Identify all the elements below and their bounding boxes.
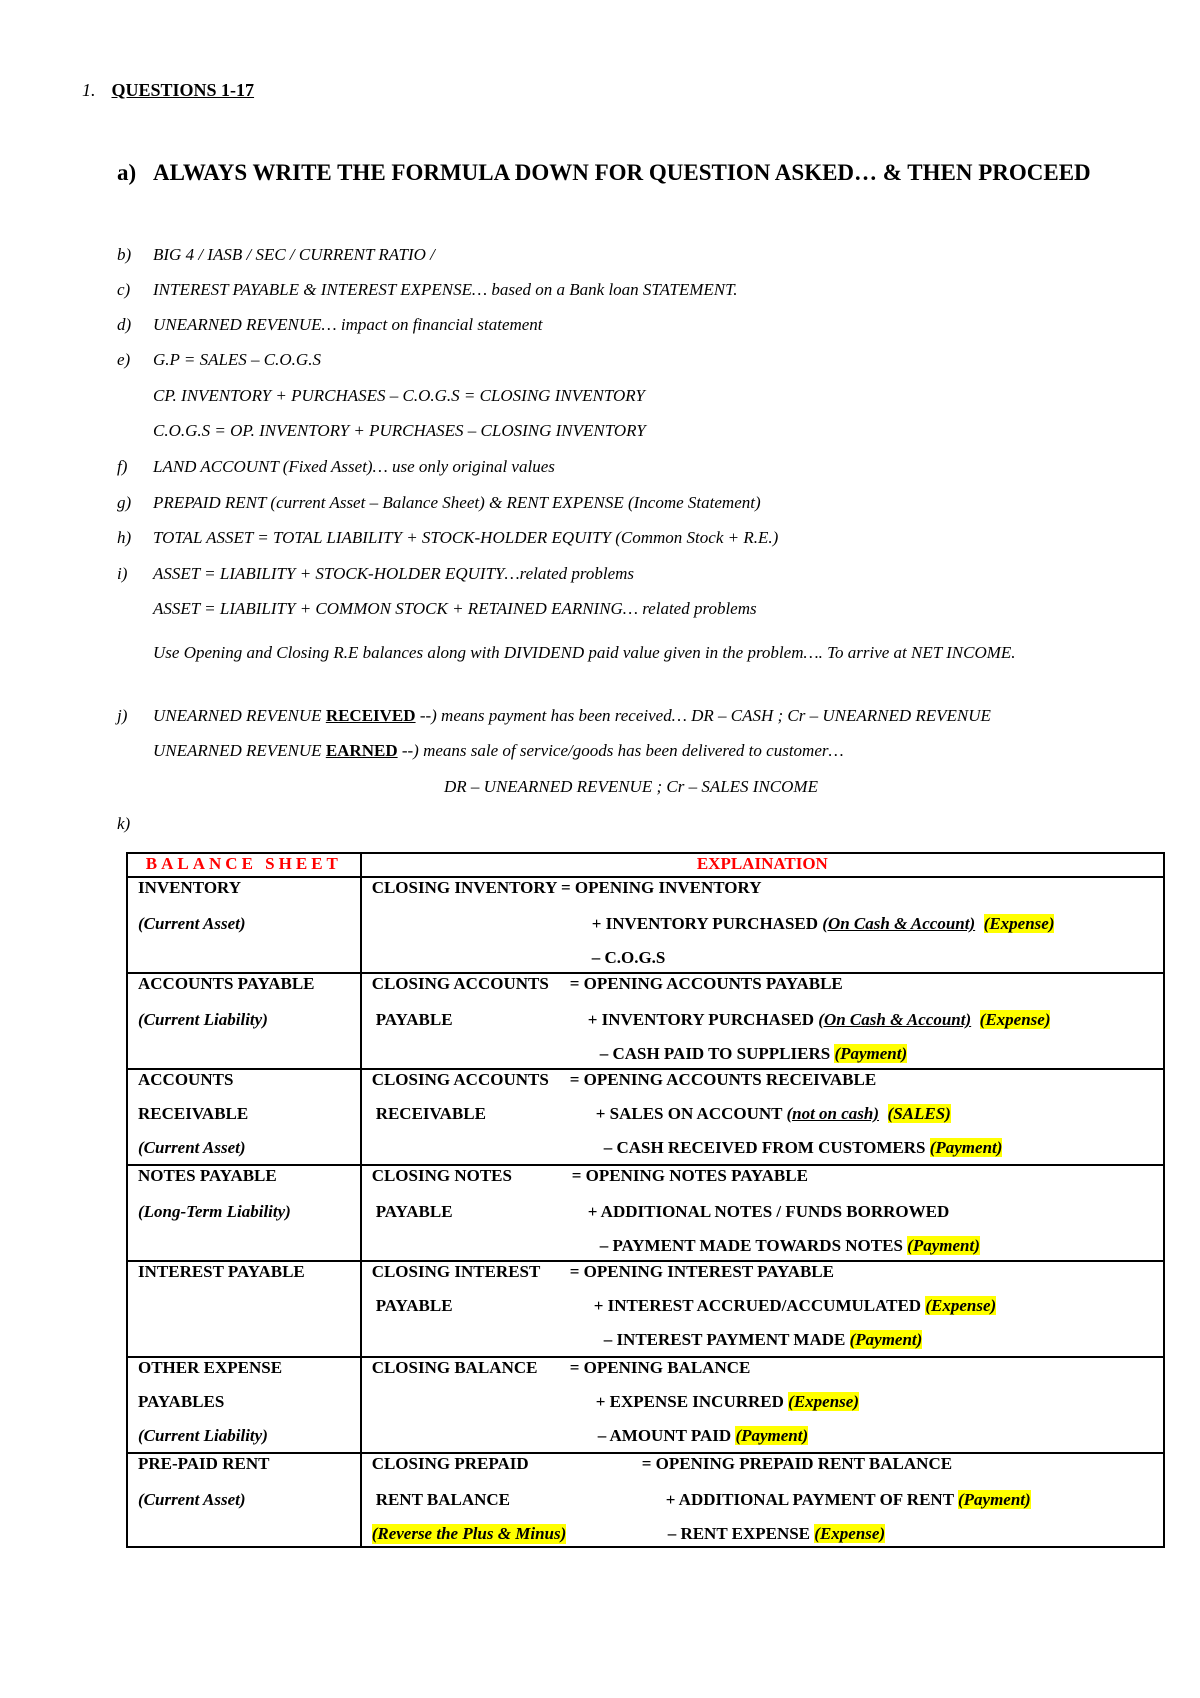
formula-text: – CASH RECEIVED FROM CUSTOMERS: [603, 1138, 930, 1157]
item-e-line3: C.O.G.S = OP. INVENTORY + PURCHASES – CLOSING INVENTORY: [153, 421, 646, 440]
item-marker: e): [117, 350, 131, 369]
formula-eq: = OPENING BALANCE: [569, 1358, 751, 1377]
formula-line: CLOSING INVENTORY = OPENING INVENTORY: [371, 878, 762, 897]
item-h: [117, 528, 779, 548]
formula-minus: – C.O.G.S: [591, 948, 666, 967]
formula-left: RECEIVABLE: [375, 1104, 486, 1123]
account-type: (Current Asset): [138, 914, 246, 933]
formula-left: CLOSING BALANCE: [371, 1358, 538, 1377]
tag-payment: (Payment): [849, 1330, 923, 1349]
item-marker: h): [117, 528, 132, 547]
item-text: PREPAID RENT (current Asset – Balance Sheet) & RENT EXPENSE (Income Statement): [153, 493, 761, 512]
header-explaination: EXPLAINATION: [361, 853, 1164, 877]
heading-text: QUESTIONS 1-17: [111, 80, 255, 100]
tag-payment: (Payment): [907, 1236, 980, 1255]
item-text: G.P = SALES – C.O.G.S: [153, 350, 321, 369]
formula-text: + EXPENSE INCURRED: [595, 1392, 789, 1411]
tag-expense: (Expense): [814, 1524, 886, 1543]
heading-number: 1.: [82, 80, 96, 100]
tag-payment: (Payment): [834, 1044, 908, 1063]
formula-left: PAYABLE: [375, 1202, 453, 1221]
row-label-cell: [127, 973, 361, 1069]
item-text: LAND ACCOUNT (Fixed Asset)… use only original values: [153, 457, 555, 476]
item-c: [117, 280, 738, 300]
item-marker: g): [117, 493, 132, 512]
row-label-cell: [127, 1357, 361, 1453]
row-label-cell: [127, 1261, 361, 1357]
row-label-cell: [127, 1069, 361, 1165]
formula-text: + SALES ON ACCOUNT: [595, 1104, 787, 1123]
point-a-text: ALWAYS WRITE THE FORMULA DOWN FOR QUESTION ASKED… & THEN PROCEED: [153, 160, 1091, 185]
table-row: [127, 877, 1164, 973]
item-j: [117, 706, 991, 726]
section-heading: [82, 80, 254, 101]
account-type: (Current Asset): [138, 1138, 246, 1157]
formula-minus: [668, 1524, 885, 1544]
tag-payment: (Payment): [957, 1490, 1031, 1509]
formula-left: PAYABLE: [375, 1296, 453, 1315]
item-b: [117, 245, 435, 265]
formula-left: CLOSING PREPAID: [371, 1454, 529, 1473]
formula-plus: [596, 1392, 859, 1412]
item-text: INTEREST PAYABLE & INTEREST EXPENSE… based on a Bank loan STATEMENT.: [153, 280, 738, 299]
formula-left: CLOSING ACCOUNTS: [371, 1070, 549, 1089]
item-i-paragraph: Use Opening and Closing R.E balances along with DIVIDEND paid value given in the problem…. To arrive at NET INCOME.: [153, 643, 1016, 662]
formula-note: (On Cash & Account): [822, 914, 976, 933]
formula-minus: [600, 1044, 907, 1064]
formula-minus: [600, 1236, 980, 1256]
account-name: ACCOUNTS PAYABLE: [138, 974, 315, 993]
row-explanation-cell: [361, 1357, 1164, 1453]
tag-expense: (Expense): [983, 914, 1055, 933]
account-name: OTHER EXPENSE: [138, 1358, 283, 1377]
item-d: [117, 315, 543, 335]
table-row: [127, 1357, 1164, 1453]
account-name: NOTES PAYABLE: [138, 1166, 277, 1185]
formula-note: (not on cash): [786, 1104, 880, 1123]
row-label-cell: [127, 877, 361, 973]
item-j-line2: [153, 741, 844, 761]
formula-text: + INVENTORY PURCHASED: [587, 1010, 819, 1029]
item-i-line2: ASSET = LIABILITY + COMMON STOCK + RETAINED EARNING… related problems: [153, 599, 757, 618]
item-text: --) means sale of service/goods has been delivered to customer…: [397, 741, 844, 760]
item-i: [117, 564, 635, 584]
header-balance-sheet: BALANCE SHEET: [127, 853, 361, 877]
account-type: (Current Liability): [138, 1426, 268, 1445]
account-name: INVENTORY: [138, 878, 241, 897]
tag-payment: (Payment): [929, 1138, 1003, 1157]
formula-text: + INVENTORY PURCHASED: [591, 914, 823, 933]
formula-note: (On Cash & Account): [818, 1010, 972, 1029]
item-e: [117, 350, 321, 370]
formula-text: – AMOUNT PAID: [597, 1426, 736, 1445]
tag-sales: (SALES): [887, 1104, 951, 1123]
item-marker: j): [117, 706, 128, 725]
formula-eq: = OPENING NOTES PAYABLE: [571, 1166, 808, 1185]
formula-minus: [598, 1426, 808, 1446]
tag-payment: (Payment): [735, 1426, 809, 1445]
row-label-cell: [127, 1453, 361, 1547]
account-type: (Long-Term Liability): [138, 1202, 291, 1221]
formula-left: CLOSING INTEREST: [371, 1262, 541, 1281]
reverse-note: (Reverse the Plus & Minus): [371, 1524, 567, 1543]
table-row: [127, 1261, 1164, 1357]
formula-plus: + ADDITIONAL NOTES / FUNDS BORROWED: [587, 1202, 950, 1221]
formula-text: + ADDITIONAL PAYMENT OF RENT: [665, 1490, 958, 1509]
formula-left: CLOSING NOTES: [371, 1166, 512, 1185]
item-j-line3: DR – UNEARNED REVENUE ; Cr – SALES INCOME: [444, 777, 818, 796]
tag-expense: (Expense): [979, 1010, 1051, 1029]
formula-plus: [666, 1490, 1031, 1510]
table-row: [127, 1453, 1164, 1547]
row-explanation-cell: [361, 1453, 1164, 1547]
account-name: ACCOUNTS: [138, 1070, 234, 1089]
point-a-marker: a): [117, 160, 137, 185]
row-explanation-cell: [361, 1261, 1164, 1357]
item-marker: c): [117, 280, 131, 299]
tag-expense: (Expense): [925, 1296, 997, 1315]
row-explanation-cell: [361, 973, 1164, 1069]
formula-minus: [604, 1330, 923, 1350]
item-keyword-earned: EARNED: [325, 741, 398, 760]
table-header-row: [127, 853, 1164, 877]
table-row: [127, 1069, 1164, 1165]
formula-plus: [596, 1104, 951, 1124]
tag-expense: (Expense): [788, 1392, 859, 1411]
row-label-cell: [127, 1165, 361, 1261]
formula-left: PAYABLE: [375, 1010, 453, 1029]
item-e-line2: CP. INVENTORY + PURCHASES – C.O.G.S = CLOSING INVENTORY: [153, 386, 645, 405]
item-marker: d): [117, 315, 132, 334]
item-f: [117, 457, 555, 477]
item-keyword-received: RECEIVED: [325, 706, 416, 725]
formula-left: CLOSING ACCOUNTS: [371, 974, 549, 993]
formula-plus: [594, 1296, 996, 1316]
item-marker: b): [117, 245, 132, 264]
account-name: PAYABLES: [138, 1392, 225, 1411]
formula-text: + INTEREST ACCRUED/ACCUMULATED: [593, 1296, 926, 1315]
balance-sheet-table: [126, 852, 1165, 1548]
formula-eq: = OPENING ACCOUNTS PAYABLE: [569, 974, 843, 993]
formula-eq: = OPENING ACCOUNTS RECEIVABLE: [569, 1070, 877, 1089]
formula-eq: = OPENING PREPAID RENT BALANCE: [641, 1454, 953, 1473]
item-marker: i): [117, 564, 128, 583]
formula-plus: [592, 914, 1055, 934]
item-g: [117, 493, 761, 513]
formula-plus: [588, 1010, 1051, 1030]
account-name: RECEIVABLE: [138, 1104, 249, 1123]
formula-text: – RENT EXPENSE: [667, 1524, 815, 1543]
item-k-marker: k): [117, 814, 131, 833]
account-name: INTEREST PAYABLE: [138, 1262, 305, 1281]
account-type: (Current Liability): [138, 1010, 268, 1029]
item-text: ASSET = LIABILITY + STOCK-HOLDER EQUITY…related problems: [153, 564, 635, 583]
formula-left: RENT BALANCE: [375, 1490, 510, 1509]
account-type: (Current Asset): [138, 1490, 246, 1509]
table-row: [127, 1165, 1164, 1261]
row-explanation-cell: [361, 1165, 1164, 1261]
point-a: [117, 150, 1131, 195]
item-text: UNEARNED REVENUE: [153, 706, 326, 725]
formula-eq: = OPENING INTEREST PAYABLE: [569, 1262, 834, 1281]
item-text: TOTAL ASSET = TOTAL LIABILITY + STOCK-HOLDER EQUITY (Common Stock + R.E.): [153, 528, 779, 547]
table-row: [127, 973, 1164, 1069]
row-explanation-cell: [361, 1069, 1164, 1165]
formula-text: – PAYMENT MADE TOWARDS NOTES: [599, 1236, 908, 1255]
item-text: BIG 4 / IASB / SEC / CURRENT RATIO /: [153, 245, 435, 264]
row-explanation-cell: [361, 877, 1164, 973]
item-text: UNEARNED REVENUE… impact on financial statement: [153, 315, 543, 334]
formula-text: – CASH PAID TO SUPPLIERS: [599, 1044, 835, 1063]
account-name: PRE-PAID RENT: [138, 1454, 270, 1473]
item-marker: f): [117, 457, 128, 476]
formula-text: – INTEREST PAYMENT MADE: [603, 1330, 850, 1349]
formula-minus: [604, 1138, 1003, 1158]
item-text: UNEARNED REVENUE: [153, 741, 326, 760]
item-text: --) means payment has been received… DR – CASH ; Cr – UNEARNED REVENUE: [415, 706, 991, 725]
